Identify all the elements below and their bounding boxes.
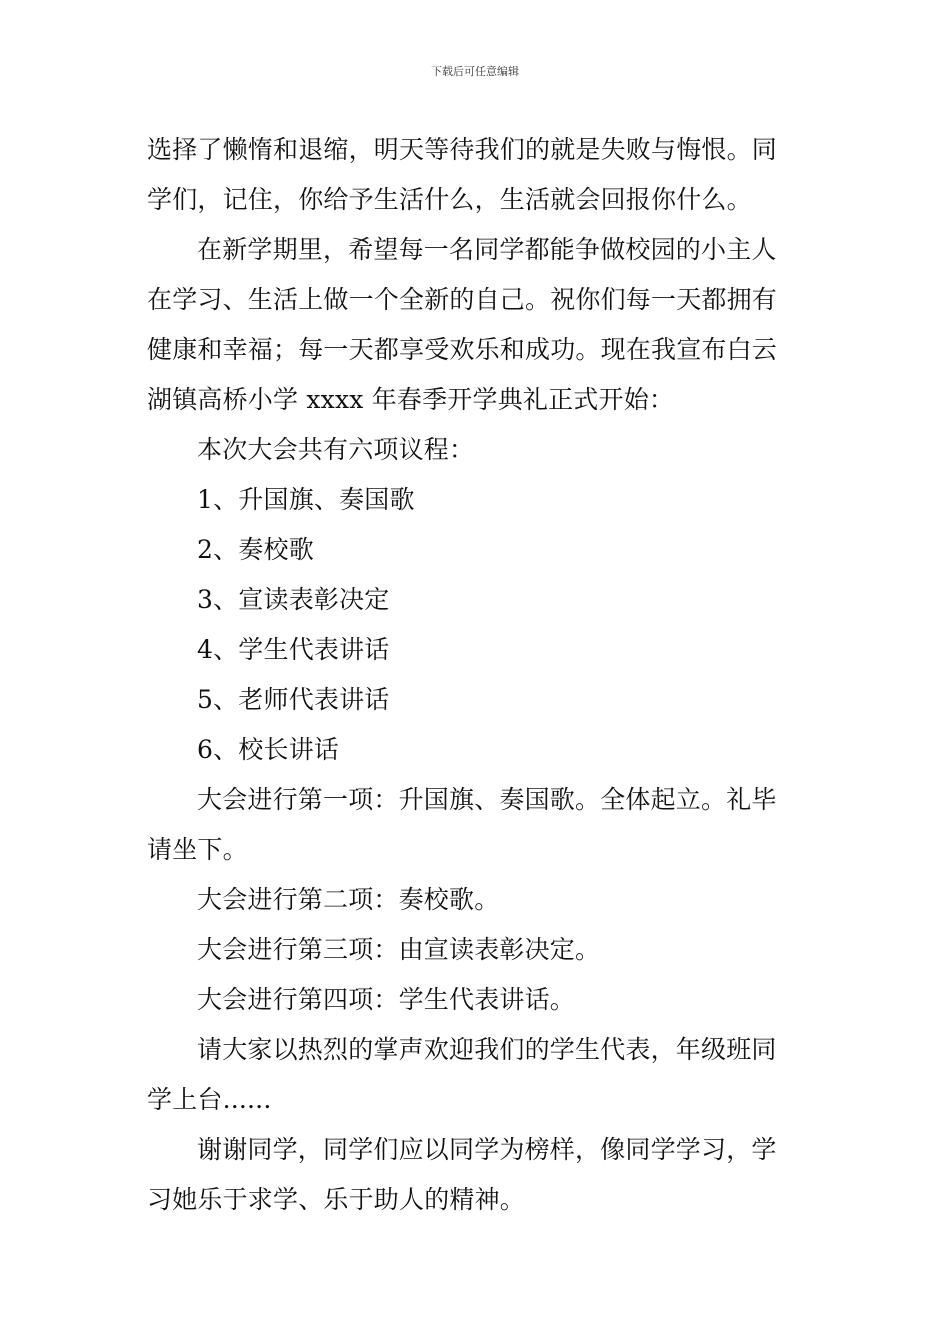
text-line: 健康和幸福；每一天都享受欢乐和成功。现在我宣布白云 — [147, 335, 778, 364]
text-line: 湖镇高桥小学 xxxx 年春季开学典礼正式开始： — [147, 385, 675, 414]
agenda-intro: 本次大会共有六项议程： — [197, 435, 475, 464]
text-line: 请大家以热烈的掌声欢迎我们的学生代表，年级班同 — [197, 1035, 777, 1064]
text-line: 学上台...... — [147, 1085, 272, 1114]
agenda-item: 6、校长讲话 — [197, 735, 340, 764]
text-line: 习她乐于求学、乐于助人的精神。 — [147, 1185, 526, 1214]
text-line: 在学习、生活上做一个全新的自己。祝你们每一天都拥有 — [147, 285, 778, 314]
text-line: 大会进行第二项：奏校歌。 — [197, 885, 500, 914]
text-line: 大会进行第一项：升国旗、奏国歌。全体起立。礼毕 — [197, 785, 777, 814]
agenda-item: 5、老师代表讲话 — [197, 685, 390, 714]
text-line: 大会进行第三项：由宣读表彰决定。 — [197, 935, 601, 964]
text-line: 学们，记住，你给予生活什么，生活就会回报你什么。 — [147, 185, 752, 214]
agenda-item: 4、学生代表讲话 — [197, 635, 390, 664]
page-header-note: 下载后可任意编辑 — [431, 65, 519, 78]
text-line: 大会进行第四项：学生代表讲话。 — [197, 985, 576, 1014]
text-line: 谢谢同学，同学们应以同学为榜样，像同学学习，学 — [197, 1135, 777, 1164]
text-line: 选择了懒惰和退缩，明天等待我们的就是失败与悔恨。同 — [147, 135, 778, 164]
text-line: 在新学期里，希望每一名同学都能争做校园的小主人 — [197, 235, 777, 264]
document-body — [147, 125, 812, 1225]
agenda-item: 1、升国旗、奏国歌 — [197, 485, 415, 514]
agenda-item: 2、奏校歌 — [197, 535, 314, 564]
text-line: 请坐下。 — [147, 835, 248, 864]
agenda-item: 3、宣读表彰决定 — [197, 585, 390, 614]
